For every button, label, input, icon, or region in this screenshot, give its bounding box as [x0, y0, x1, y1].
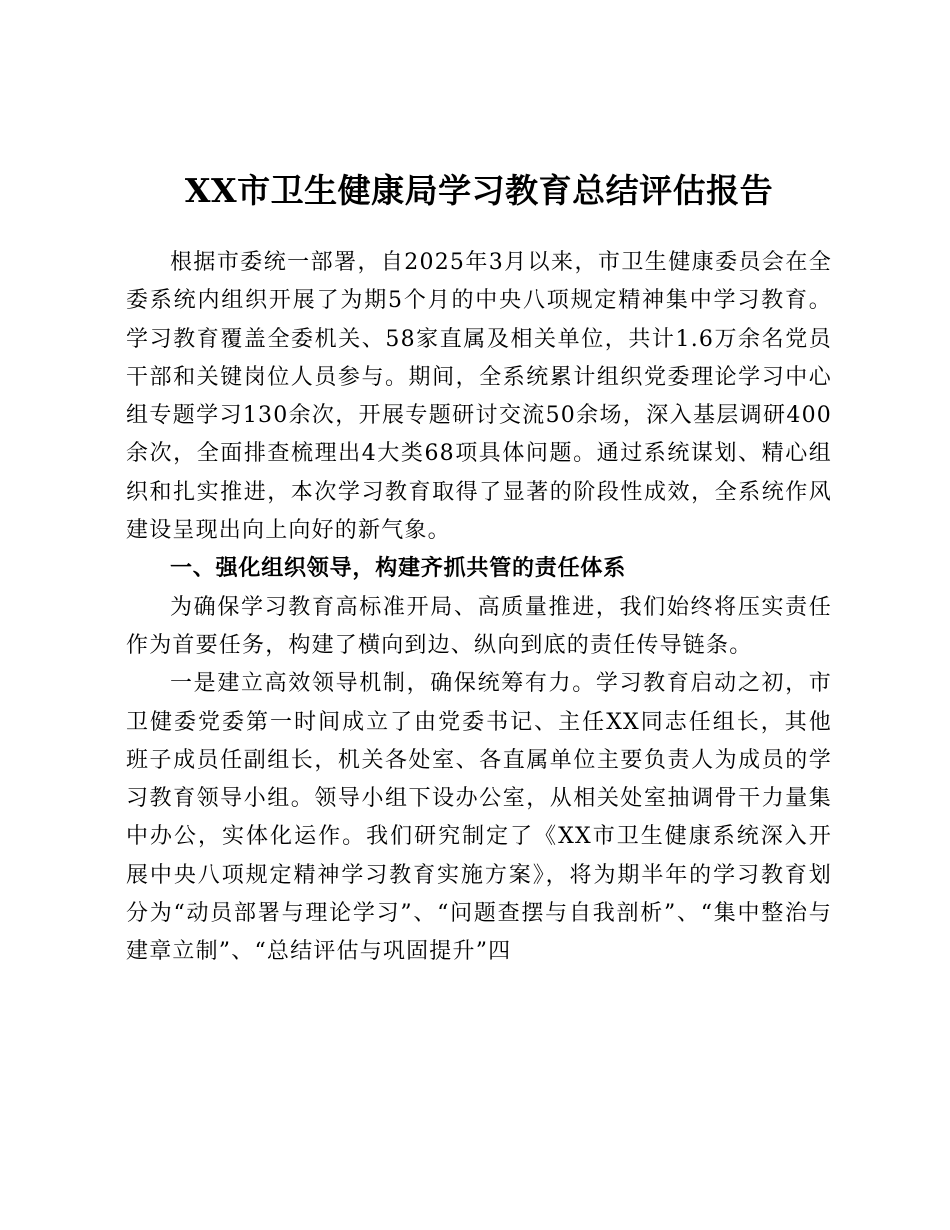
document-title: XX市卫生健康局学习教育总结评估报告 — [184, 171, 774, 210]
document-body — [126, 160, 832, 972]
section-1-paragraph-2: 一是建立高效领导机制，确保统筹有力。学习教育启动之初，市卫健委党委第一时间成立了由党委书记、主任XX同志任组长，其他班子成员任副组长，机关各处室、各直属单位主要负责人为成员的学习教育领导小组。领导小组下设办公室，从相关处室抽调骨干力量集中办公，实体化运作。我们研究制定了《XX市卫生健康系统深入开展中央八项规定精神学习教育实施方案》，将为期半年的学习教育划分为“动员部署与理论学习”、“问题查摆与自我剖析”、“集中整治与建章立制”、“总结评估与巩固提升”四 — [126, 671, 832, 965]
section-1-paragraph-1: 为确保学习教育高标准开局、高质量推进，我们始终将压实责任作为首要任务，构建了横向到边、纵向到底的责任传导链条。 — [126, 594, 832, 658]
intro-paragraph: 根据市委统一部署，自2025年3月以来，市卫生健康委员会在全委系统内组织开展了为期5个月的中央八项规定精神集中学习教育。学习教育覆盖全委机关、58家直属及相关单位，共计1.6万余名党员干部和关键岗位人员参与。期间，全系统累计组织党委理论学习中心组专题学习130余次，开展专题研讨交流50余场，深入基层调研400余次，全面排查梳理出4大类68项具体问题。通过系统谋划、精心组织和扎实推进，本次学习教育取得了显著的阶段性成效，全系统作风建设呈现出向上向好的新气象。 — [126, 250, 832, 544]
section-heading-1: 一、强化组织领导，构建齐抓共管的责任体系 — [170, 556, 627, 582]
